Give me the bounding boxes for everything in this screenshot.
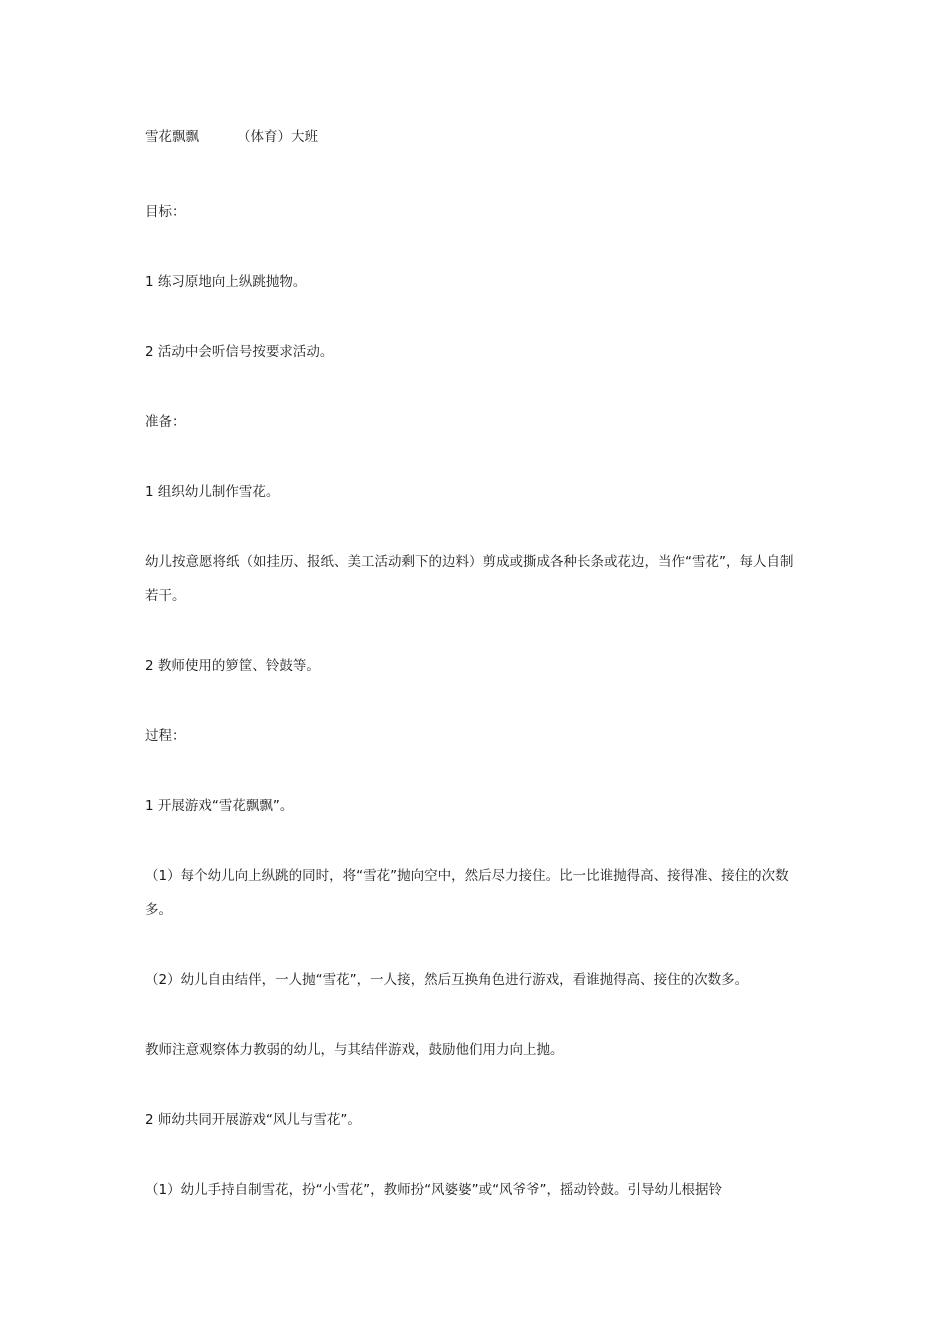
section-heading-goals: 目标： bbox=[145, 204, 186, 220]
process-step-1-sub-1: （1）每个幼儿向上纵跳的同时，将“雪花”抛向空中，然后尽力接住。比一比谁抛得高、接得准、接住的次数多。 bbox=[145, 868, 789, 918]
section-heading-process: 过程： bbox=[145, 728, 186, 744]
process-step-2-sub-1: （1）幼儿手持自制雪花，扮“小雪花”，教师扮“风婆婆”或“风爷爷”，摇动铃鼓。引导幼儿根据铃 bbox=[145, 1182, 723, 1198]
document-title bbox=[145, 125, 805, 149]
title-name: 雪花飘飘 bbox=[145, 129, 199, 145]
preparation-item-1: 1 组织幼儿制作雪花。 bbox=[145, 484, 280, 500]
process-step-1-note: 教师注意观察体力教弱的幼儿，与其结伴游戏，鼓励他们用力向上抛。 bbox=[145, 1042, 564, 1058]
document-body bbox=[145, 125, 805, 1243]
section-heading-preparation: 准备： bbox=[145, 414, 186, 430]
process-step-1: 1 开展游戏“雪花飘飘”。 bbox=[145, 798, 294, 814]
process-step-2: 2 师幼共同开展游戏“风儿与雪花”。 bbox=[145, 1112, 361, 1128]
preparation-item-2: 2 教师使用的箩筐、铃鼓等。 bbox=[145, 658, 320, 674]
title-category: （体育）大班 bbox=[237, 129, 318, 145]
goal-item-1: 1 练习原地向上纵跳抛物。 bbox=[145, 274, 307, 290]
process-step-1-sub-2: （2）幼儿自由结伴，一人抛“雪花”，一人接，然后互换角色进行游戏，看谁抛得高、接住的次数多。 bbox=[145, 972, 749, 988]
goal-item-2: 2 活动中会听信号按要求活动。 bbox=[145, 344, 334, 360]
preparation-detail: 幼儿按意愿将纸（如挂历、报纸、美工活动剩下的边料）剪成或撕成各种长条或花边，当作“雪花”，每人自制若干。 bbox=[145, 554, 794, 604]
